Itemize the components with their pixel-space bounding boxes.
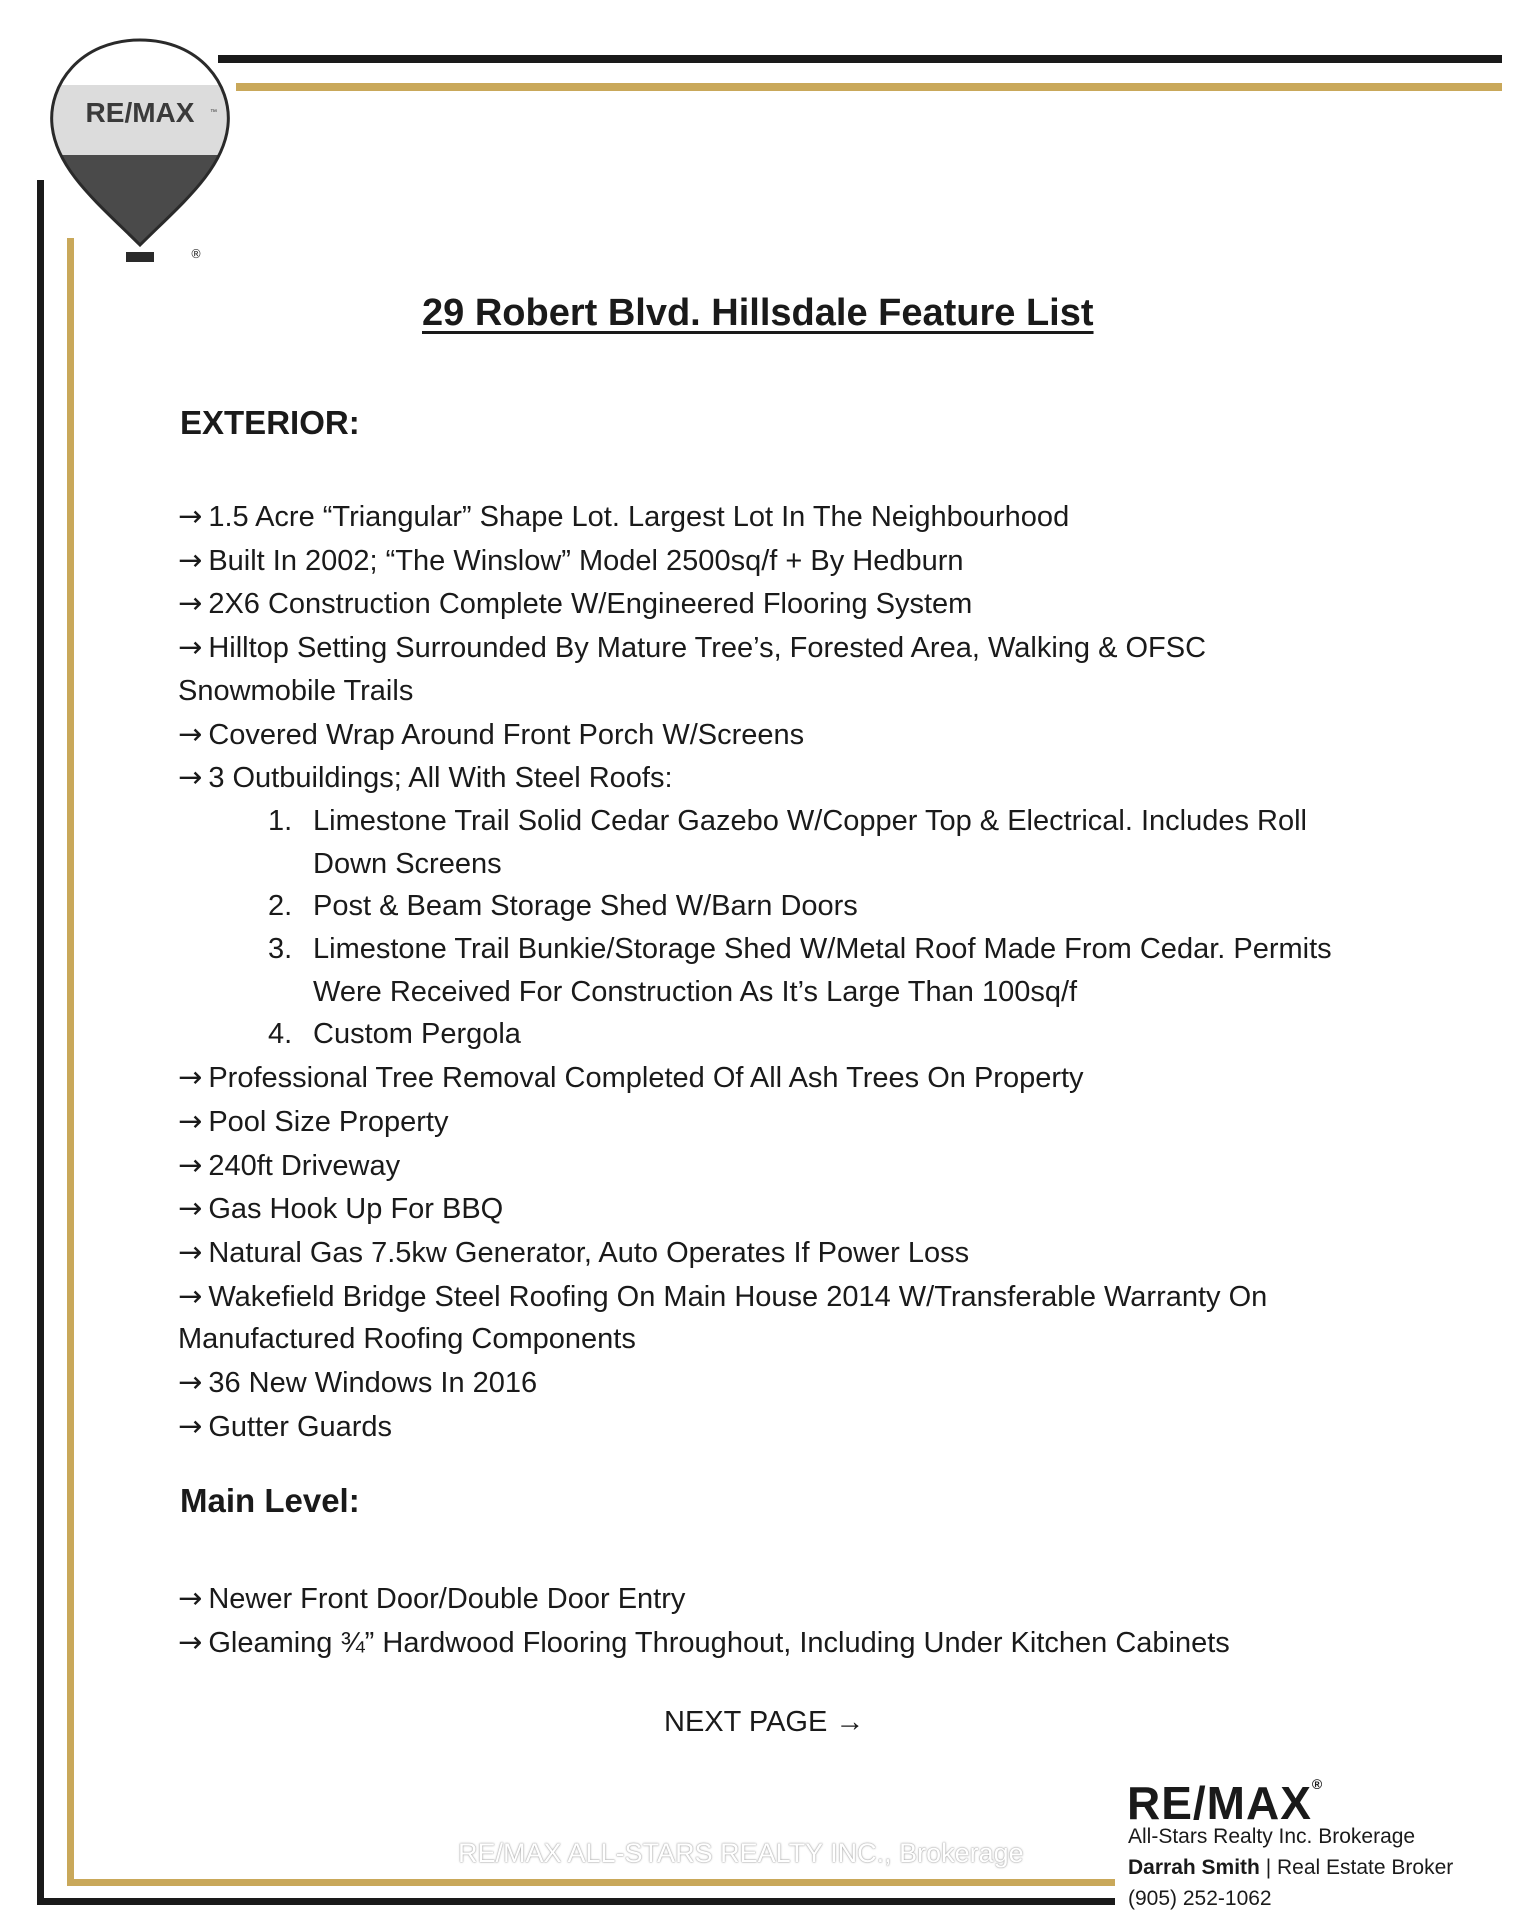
- list-item-text: 240ft Driveway: [208, 1149, 401, 1182]
- arrow-icon: →: [178, 1365, 203, 1400]
- footer-logo-text: RE/MAX: [1127, 1777, 1312, 1829]
- next-page-label: NEXT PAGE →: [664, 1706, 865, 1738]
- footer-phone: (905) 252-1062: [1128, 1887, 1272, 1910]
- list-item-text: 2X6 Construction Complete W/Engineered Flooring System: [208, 588, 973, 621]
- list-item: [178, 1056, 1358, 1100]
- footer-broker-name: Darrah Smith: [1128, 1856, 1260, 1879]
- list-item-text: Gutter Guards: [208, 1410, 393, 1443]
- list-item-text: Covered Wrap Around Front Porch W/Screens: [208, 718, 805, 751]
- arrow-icon: →: [178, 716, 203, 751]
- list-item: [178, 1231, 1358, 1275]
- list-item-text: 3 Outbuildings; All With Steel Roofs:: [208, 762, 673, 795]
- balloon-logo-text: RE/MAX: [85, 97, 195, 128]
- arrow-icon: →: [178, 760, 203, 795]
- list-item: [178, 1577, 1230, 1621]
- outbuilding-number: 4.: [268, 1018, 293, 1051]
- list-item: [178, 626, 1358, 712]
- arrow-icon: →: [178, 1408, 203, 1443]
- footer-brokerage: All-Stars Realty Inc. Brokerage: [1128, 1825, 1416, 1848]
- list-item: [178, 582, 1358, 626]
- list-item-text: Hilltop Setting Surrounded By Mature Tree’s, Forested Area, Walking & OFSC Snowmobile Trails: [178, 632, 1207, 707]
- arrow-icon: →: [178, 1060, 203, 1095]
- list-item: [178, 1361, 1358, 1405]
- arrow-icon: →: [178, 542, 203, 577]
- list-item: [178, 713, 1358, 757]
- list-item-text: Professional Tree Removal Completed Of All Ash Trees On Property: [208, 1062, 1084, 1095]
- outbuilding-text: Post & Beam Storage Shed W/Barn Doors: [313, 890, 858, 923]
- list-item: [178, 756, 1358, 800]
- footer-broker: [1128, 1856, 1453, 1880]
- outbuilding-text: Limestone Trail Solid Cedar Gazebo W/Copper Top & Electrical. Includes Roll Down Screens: [313, 804, 1307, 880]
- outbuilding-item: [178, 885, 1358, 928]
- footer-remax-logo: [1127, 1776, 1323, 1830]
- footer-broker-separator: |: [1259, 1856, 1277, 1879]
- left-rule-dark: [37, 180, 44, 1905]
- list-item: [178, 1144, 1358, 1188]
- list-item: [178, 1275, 1358, 1361]
- balloon-reg-mark: ®: [190, 247, 202, 261]
- outbuilding-text: Custom Pergola: [313, 1018, 521, 1051]
- exterior-heading: EXTERIOR:: [180, 404, 360, 441]
- brokerage-watermark: RE/MAX ALL-STARS REALTY INC., Brokerage: [458, 1838, 1024, 1868]
- outbuilding-number: 3.: [268, 933, 293, 966]
- arrow-icon: →: [178, 1581, 203, 1615]
- list-item-text: 36 New Windows In 2016: [208, 1367, 538, 1400]
- main-level-feature-list: [178, 1577, 1230, 1664]
- top-rule-gold: [236, 83, 1502, 91]
- list-item-text: Wakefield Bridge Steel Roofing On Main House 2014 W/Transferable Warranty On Manufactured Roofing Components: [178, 1280, 1268, 1356]
- footer-broker-title: Real Estate Broker: [1277, 1856, 1454, 1879]
- arrow-icon: →: [178, 1191, 203, 1226]
- outbuilding-text: Limestone Trail Bunkie/Storage Shed W/Metal Roof Made From Cedar. Permits Were Received For Construction As It’s Large Than 100sq/f: [313, 933, 1332, 1008]
- arrow-icon: →: [178, 499, 203, 533]
- list-item-text: Natural Gas 7.5kw Generator, Auto Operates If Power Loss: [208, 1236, 970, 1269]
- list-item: [178, 1405, 1358, 1449]
- top-rule-dark: [218, 55, 1502, 63]
- outbuilding-number: 2.: [268, 890, 293, 923]
- list-item: [178, 495, 1358, 539]
- balloon-icon: [40, 30, 240, 270]
- balloon-tm-mark: ™: [210, 109, 217, 116]
- arrow-icon: →: [178, 586, 203, 621]
- arrow-icon: →: [178, 1147, 203, 1182]
- list-item-text: Gleaming ¾” Hardwood Flooring Throughout, Including Under Kitchen Cabinets: [208, 1626, 1230, 1659]
- left-rule-gold: [67, 238, 74, 1886]
- exterior-feature-list: [178, 495, 1358, 1448]
- list-item-text: Gas Hook Up For BBQ: [208, 1193, 504, 1226]
- arrow-icon: →: [178, 1234, 203, 1269]
- main-level-heading: Main Level:: [180, 1482, 360, 1519]
- outbuilding-item: [178, 1013, 1358, 1056]
- list-item-text: 1.5 Acre “Triangular” Shape Lot. Largest Lot In The Neighbourhood: [208, 501, 1070, 533]
- page-title: 29 Robert Blvd. Hillsdale Feature List: [422, 292, 1094, 334]
- bottom-rule-gold: [67, 1879, 1115, 1886]
- bottom-rule-dark: [37, 1898, 1115, 1905]
- list-item-text: Pool Size Property: [208, 1105, 449, 1138]
- list-item: [178, 1100, 1358, 1144]
- outbuilding-item: [178, 928, 1358, 1013]
- list-item-text: Built In 2002; “The Winslow” Model 2500sq/f + By Hedburn: [208, 544, 964, 577]
- list-item: [178, 1187, 1358, 1231]
- footer-reg-mark: ®: [1311, 1776, 1324, 1792]
- arrow-icon: →: [178, 1103, 203, 1138]
- arrow-icon: →: [178, 1278, 203, 1313]
- list-item: [178, 1621, 1230, 1665]
- outbuilding-item: [178, 800, 1358, 885]
- arrow-icon: →: [178, 1624, 203, 1659]
- arrow-icon: →: [178, 630, 203, 665]
- outbuilding-number: 1.: [268, 804, 293, 837]
- list-item: [178, 539, 1358, 583]
- list-item-text: Newer Front Door/Double Door Entry: [208, 1583, 686, 1615]
- remax-balloon-logo: [40, 30, 240, 270]
